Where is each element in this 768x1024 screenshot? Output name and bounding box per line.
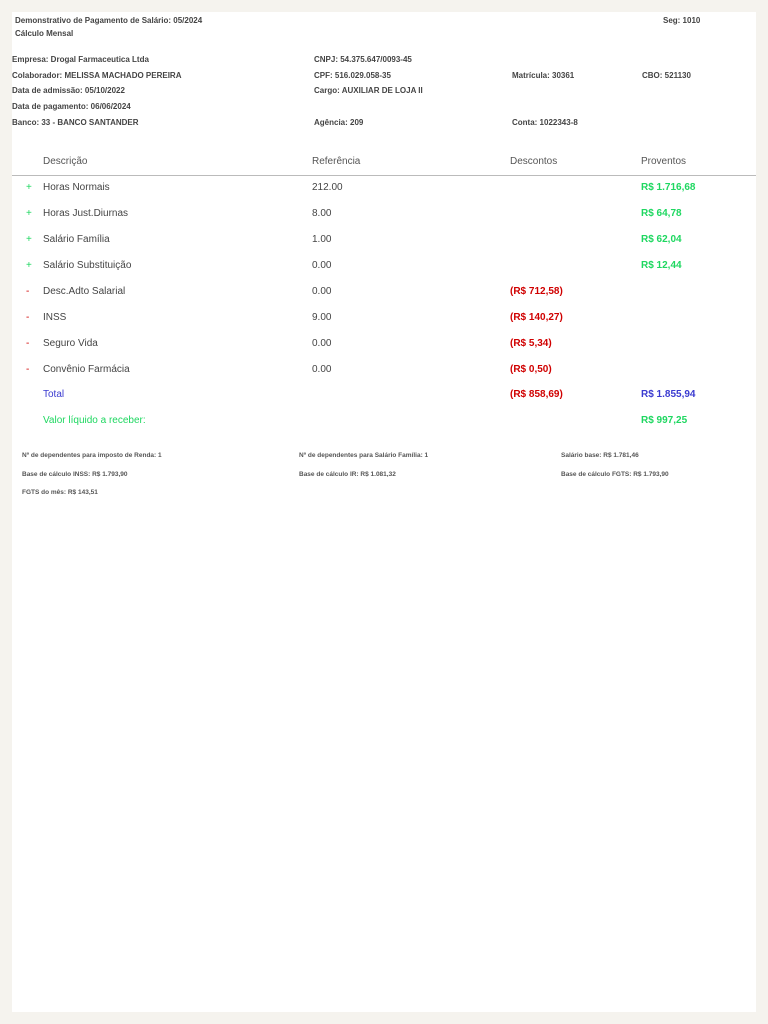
row-sign: - — [26, 338, 30, 349]
row-desconto: (R$ 5,34) — [510, 338, 552, 349]
row-provento: R$ 62,04 — [641, 234, 682, 245]
row-descricao: Salário Família — [43, 234, 110, 245]
row-referencia: 0.00 — [312, 338, 332, 349]
row-referencia: 0.00 — [312, 286, 332, 297]
row-referencia: 0.00 — [312, 260, 332, 271]
row-desconto: (R$ 712,58) — [510, 286, 563, 297]
col-proventos: Proventos — [641, 156, 687, 167]
table-row — [12, 260, 756, 286]
row-referencia: 8.00 — [312, 208, 332, 219]
salario-base: Salário base: R$ 1.781,46 — [561, 452, 639, 459]
agencia: Agência: 209 — [314, 118, 364, 127]
empresa: Empresa: Drogal Farmaceutica Ltda — [12, 55, 149, 64]
col-descricao: Descrição — [43, 156, 88, 167]
matricula: Matrícula: 30361 — [512, 71, 575, 80]
row-referencia: 212.00 — [312, 182, 343, 193]
document-title: Demonstrativo de Pagamento de Salário: 05/2024 — [15, 16, 203, 25]
row-provento: R$ 12,44 — [641, 260, 682, 271]
conta: Conta: 1022343-8 — [512, 118, 578, 127]
liquido-label: Valor líquido a receber: — [43, 415, 146, 426]
row-sign: + — [26, 208, 32, 219]
total-label: Total — [43, 389, 65, 400]
table-row — [12, 312, 756, 338]
table-row — [12, 182, 756, 208]
row-sign: + — [26, 260, 32, 271]
cnpj: CNPJ: 54.375.647/0093-45 — [314, 55, 412, 64]
fgts-mes: FGTS do mês: R$ 143,51 — [22, 489, 98, 496]
table-header — [12, 155, 756, 176]
total-row — [12, 389, 756, 415]
row-descricao: Convênio Farmácia — [43, 364, 130, 375]
dependentes-salario-familia: Nº de dependentes para Salário Família: 1 — [299, 452, 429, 459]
document-subtitle: Cálculo Mensal — [15, 29, 74, 38]
row-sign: + — [26, 182, 32, 193]
col-descontos: Descontos — [510, 156, 558, 167]
table-row — [12, 234, 756, 260]
row-descricao: INSS — [43, 312, 67, 323]
base-calculo-inss: Base de cálculo INSS: R$ 1.793,90 — [22, 471, 128, 478]
total-proventos: R$ 1.855,94 — [641, 389, 696, 400]
data-pagamento: Data de pagamento: 06/06/2024 — [12, 102, 131, 111]
liquido-valor: R$ 997,25 — [641, 415, 688, 426]
row-descricao: Seguro Vida — [43, 338, 98, 349]
table-row — [12, 208, 756, 234]
row-descricao: Salário Substituição — [43, 260, 132, 271]
table-row — [12, 286, 756, 312]
table-row — [12, 338, 756, 364]
cargo: Cargo: AUXILIAR DE LOJA II — [314, 86, 423, 95]
row-referencia: 1.00 — [312, 234, 332, 245]
cbo: CBO: 521130 — [642, 71, 691, 80]
base-calculo-fgts: Base de cálculo FGTS: R$ 1.793,90 — [561, 471, 669, 478]
total-descontos: (R$ 858,69) — [510, 389, 563, 400]
row-desconto: (R$ 0,50) — [510, 364, 552, 375]
banco: Banco: 33 - BANCO SANTANDER — [12, 118, 139, 127]
base-calculo-ir: Base de cálculo IR: R$ 1.081,32 — [299, 471, 396, 478]
row-sign: + — [26, 234, 32, 245]
table-row — [12, 364, 756, 390]
col-referencia: Referência — [312, 156, 361, 167]
row-provento: R$ 1.716,68 — [641, 182, 696, 193]
dependentes-ir: Nº de dependentes para imposto de Renda: 1 — [22, 452, 162, 459]
row-sign: - — [26, 364, 30, 375]
row-descricao: Horas Just.Diurnas — [43, 208, 129, 219]
row-referencia: 0.00 — [312, 364, 332, 375]
liquido-row — [12, 415, 756, 441]
colaborador: Colaborador: MELISSA MACHADO PEREIRA — [12, 71, 182, 80]
seg-label: Seg: 1010 — [663, 16, 701, 25]
row-descricao: Horas Normais — [43, 182, 110, 193]
data-admissao: Data de admissão: 05/10/2022 — [12, 86, 125, 95]
row-desconto: (R$ 140,27) — [510, 312, 563, 323]
row-sign: - — [26, 312, 30, 323]
row-sign: - — [26, 286, 30, 297]
row-provento: R$ 64,78 — [641, 208, 682, 219]
cpf: CPF: 516.029.058-35 — [314, 71, 391, 80]
row-referencia: 9.00 — [312, 312, 332, 323]
row-descricao: Desc.Adto Salarial — [43, 286, 126, 297]
